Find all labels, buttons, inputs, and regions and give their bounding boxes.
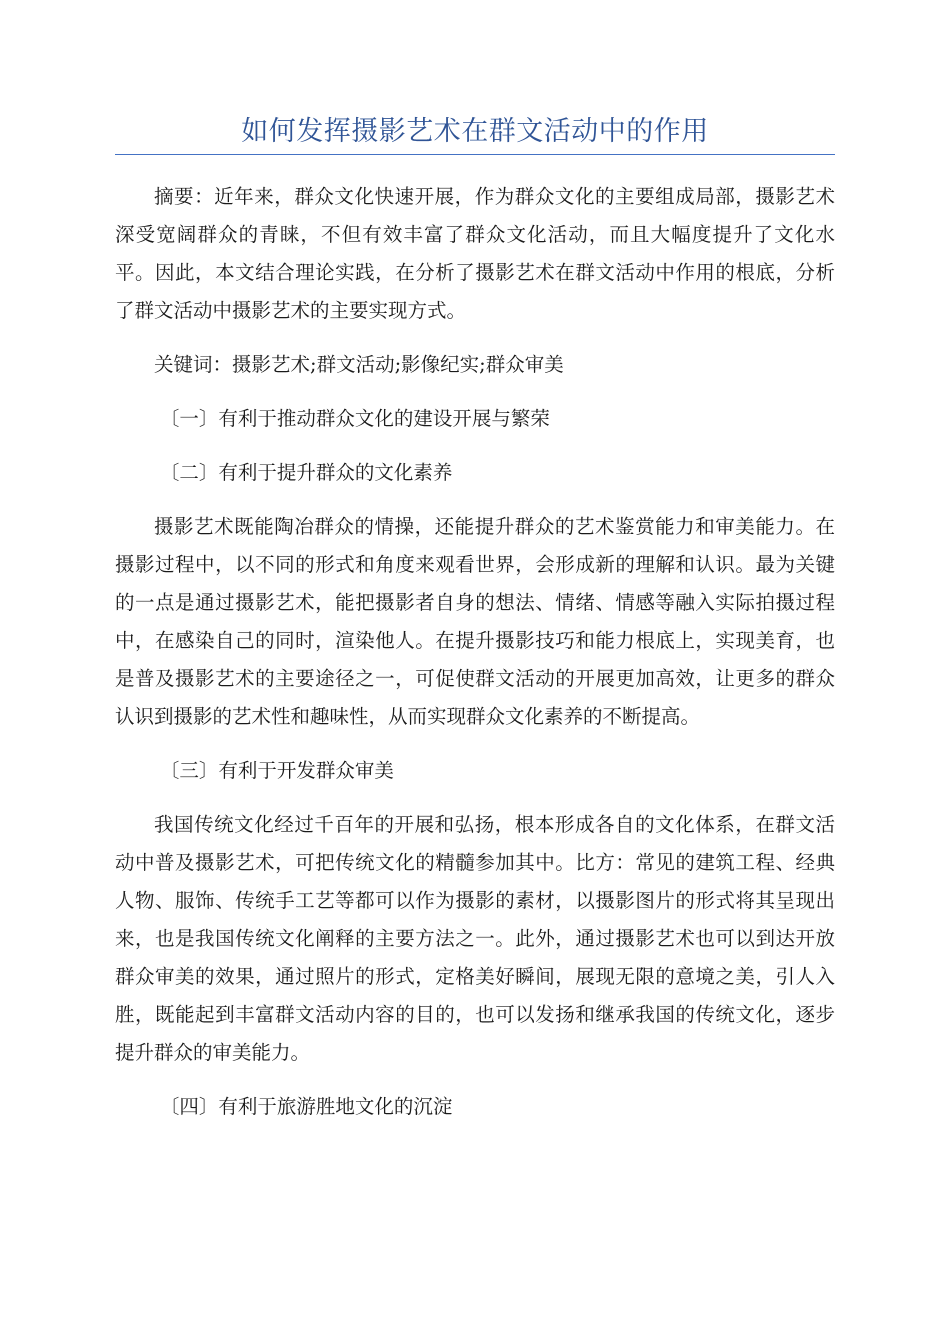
section-2-paragraph: 摄影艺术既能陶冶群众的情操，还能提升群众的艺术鉴赏能力和审美能力。在摄影过程中，以不同的形式和角度来观看世界，会形成新的理解和认识。最为关键的一点是通过摄影艺术，能把摄影者自身的想法、情绪、情感等融入实际拍摄过程中，在感染自己的同时，渲染他人。在提升摄影技巧和能力根底上，实现美育，也是普及摄影艺术的主要途径之一，可促使群文活动的开展更加高效，让更多的群众认识到摄影的艺术性和趣味性，从而实现群众文化素养的不断提高。 (115, 515, 835, 728)
title-underline (115, 154, 835, 155)
section-3-paragraph: 我国传统文化经过千百年的开展和弘扬，根本形成各自的文化体系，在群文活动中普及摄影艺术，可把传统文化的精髓参加其中。比方：常见的建筑工程、经典人物、服饰、传统手工艺等都可以作为摄影的素材，以摄影图片的形式将其呈现出来，也是我国传统文化阐释的主要方法之一。此外，通过摄影艺术也可以到达开放群众审美的效果，通过照片的形式，定格美好瞬间，展现无限的意境之美，引人入胜，既能起到丰富群文活动内容的目的，也可以发扬和继承我国的传统文化，逐步提升群众的审美能力。 (115, 813, 835, 1064)
keywords-line: 关键词：摄影艺术;群文活动;影像纪实;群众审美 (154, 353, 564, 376)
section-heading-4: 〔四〕有利于旅游胜地文化的沉淀 (159, 1095, 453, 1118)
section-heading-2: 〔二〕有利于提升群众的文化素养 (159, 461, 453, 484)
abstract-paragraph: 摘要：近年来，群众文化快速开展，作为群众文化的主要组成局部，摄影艺术深受宽阔群众的青睐，不但有效丰富了群众文化活动，而且大幅度提升了文化水平。因此，本文结合理论实践，在分析了摄影艺术在群文活动中作用的根底，分析了群文活动中摄影艺术的主要实现方式。 (115, 185, 835, 322)
document-title: 如何发挥摄影艺术在群文活动中的作用 (241, 116, 709, 147)
section-heading-3: 〔三〕有利于开发群众审美 (159, 759, 394, 782)
section-heading-1: 〔一〕有利于推动群众文化的建设开展与繁荣 (159, 407, 550, 430)
document-body (115, 178, 835, 1142)
